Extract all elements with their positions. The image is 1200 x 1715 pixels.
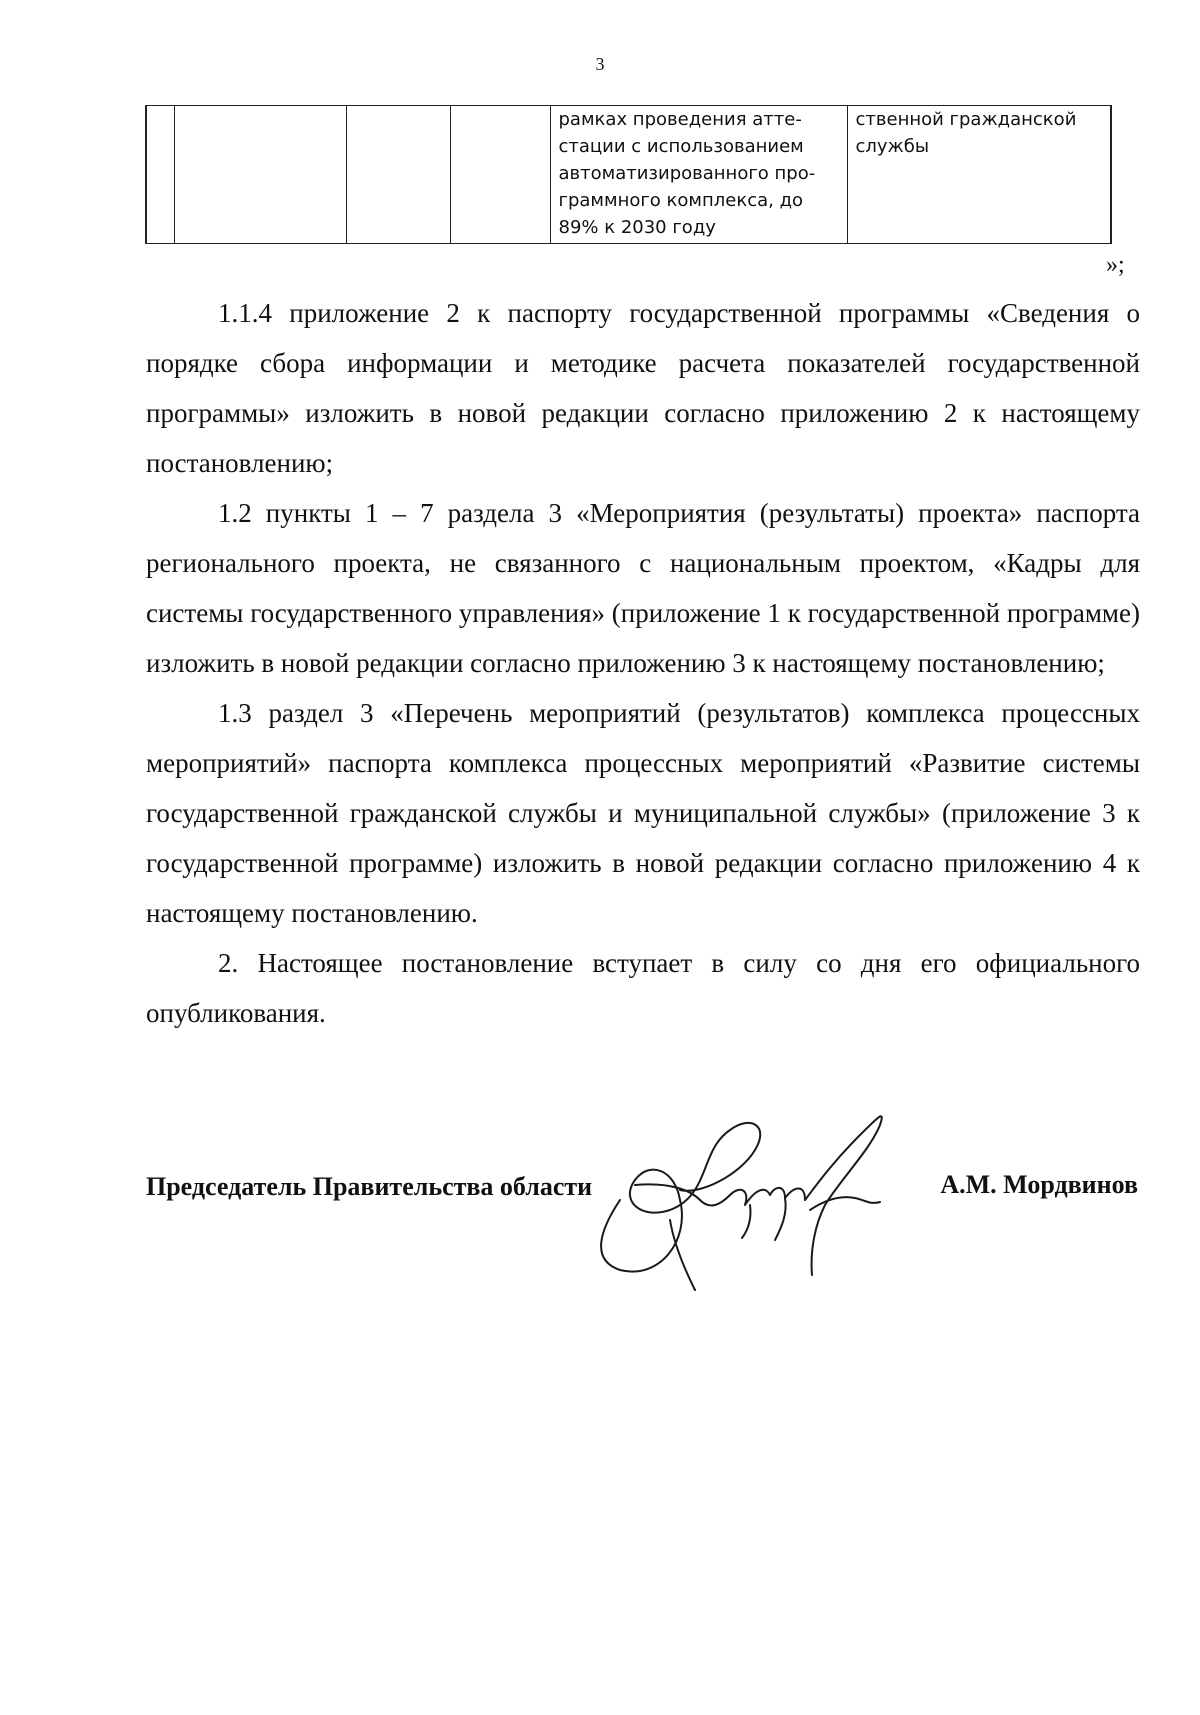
page-number: 3 [595, 54, 605, 74]
document-body [146, 288, 1140, 1038]
paragraph-1-2: 1.2 пункты 1 – 7 раздела 3 «Мероприятия (результаты) проекта» паспорта регионального проекта, не связанного с национальным проектом, «Кадры для системы государственного управления» (приложение 1 к государственной программе) изложить в новой редакции согласно приложению 3 к настоящему постановлению; [146, 498, 1140, 678]
table-cell-4 [450, 106, 550, 244]
table-row [146, 106, 1111, 244]
paragraph-2: 2. Настоящее постановление вступает в силу со дня его официального опубликования. [146, 948, 1140, 1028]
table-cell-indicator: рамках проведения атте- стации с использованием автоматизированного про- граммного комплекса, до 89% к 2030 году [550, 106, 847, 244]
paragraph-1-3: 1.3 раздел 3 «Перечень мероприятий (результатов) комплекса процессных мероприятий» паспорта комплекса процессных мероприятий «Развитие системы государственной гражданской службы и муниципальной службы» (приложение 3 к государственной программе) изложить в новой редакции согласно приложению 4 к настоящему постановлению. [146, 698, 1140, 928]
signature-block [146, 1172, 1140, 1212]
table-cell-3 [346, 106, 450, 244]
continued-table [145, 105, 1112, 244]
signatory-title: Председатель Правительства области [146, 1172, 593, 1201]
signatory-name: А.М. Мордвинов [940, 1170, 1138, 1199]
table-cell-responsible: ственной гражданской службы [847, 106, 1111, 244]
closing-quote: »; [1106, 252, 1125, 278]
table-cell-1 [146, 106, 174, 244]
paragraph-1-1-4: 1.1.4 приложение 2 к паспорту государственной программы «Сведения о порядке сбора информации и методике расчета показателей государственной программы» изложить в новой редакции согласно приложению 2 к настоящему постановлению; [146, 298, 1140, 478]
table-cell-2 [174, 106, 346, 244]
